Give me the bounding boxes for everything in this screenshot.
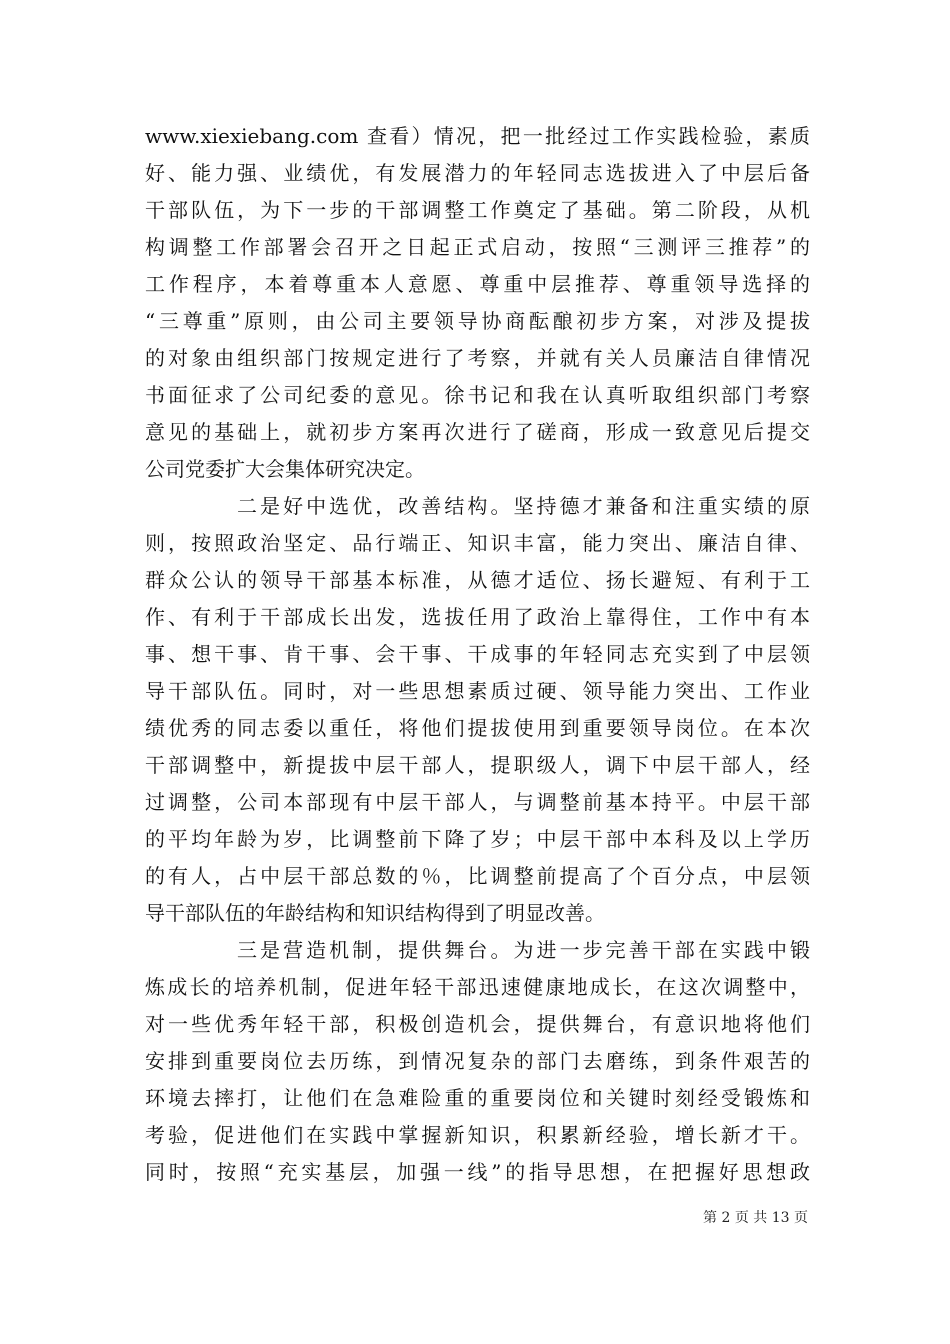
text-line: “三尊重”原则，由公司主要领导协商酝酿初步方案，对涉及提拔	[145, 309, 810, 333]
paragraph-3	[145, 932, 810, 1191]
text-line: 干部调整中，新提拔中层干部人，提职级人，调下中层干部人，经	[145, 753, 810, 777]
paragraph-2	[145, 488, 810, 932]
text-line: 意见的基础上，就初步方案再次进行了磋商，形成一致意见后提交	[145, 420, 810, 444]
text-line: 群众公认的领导干部基本标准，从德才适位、扬长避短、有利于工	[145, 568, 810, 592]
text-line: 则，按照政治坚定、品行端正、知识丰富，能力突出、廉洁自律、	[145, 531, 810, 555]
text-line: 三是营造机制，提供舞台。为进一步完善干部在实践中锻	[237, 938, 810, 962]
text-line: 事、想干事、肯干事、会干事、干成事的年轻同志充实到了中层领	[145, 642, 810, 666]
text-line: 的对象由组织部门按规定进行了考察，并就有关人员廉洁自律情况	[145, 346, 810, 370]
text-line: 安排到重要岗位去历练，到情况复杂的部门去磨练，到条件艰苦的	[145, 1049, 810, 1073]
text-line: 过调整，公司本部现有中层干部人，与调整前基本持平。中层干部	[145, 790, 810, 814]
text-line: 作、有利于干部成长出发，选拔任用了政治上靠得住，工作中有本	[145, 605, 810, 629]
text-line: 考验，促进他们在实践中掌握新知识，积累新经验，增长新才干。	[145, 1123, 810, 1147]
text-line: 的平均年龄为岁，比调整前下降了岁；中层干部中本科及以上学历	[145, 827, 810, 851]
text-line: 公司党委扩大会集体研究决定。	[145, 457, 425, 481]
page-number: 第 2 页 共 13 页	[703, 1210, 808, 1226]
text-line: 干部队伍，为下一步的干部调整工作奠定了基础。第二阶段，从机	[145, 198, 810, 222]
text-line: 的有人，占中层干部总数的％，比调整前提高了个百分点，中层领	[145, 864, 810, 888]
text-line: 工作程序，本着尊重本人意愿、尊重中层推荐、尊重领导选择的	[145, 272, 810, 296]
text-line: 二是好中选优，改善结构。坚持德才兼备和注重实绩的原	[237, 494, 810, 518]
text-line: 同时，按照“充实基层，加强一线”的指导思想，在把握好思想政	[145, 1160, 810, 1184]
paragraph-1	[145, 118, 810, 488]
text-line: 导干部队伍的年龄结构和知识结构得到了明显改善。	[145, 901, 605, 925]
text-line: 书面征求了公司纪委的意见。徐书记和我在认真听取组织部门考察	[145, 383, 810, 407]
text-line: 炼成长的培养机制，促进年轻干部迅速健康地成长，在这次调整中，	[145, 975, 810, 999]
document-body	[145, 118, 810, 1191]
text-line: 好、能力强、业绩优，有发展潜力的年轻同志选拔进入了中层后备	[145, 161, 810, 185]
text-line: www.xiexiebang.com 查看）情况，把一批经过工作实践检验，素质	[145, 124, 810, 148]
text-line: 对一些优秀年轻干部，积极创造机会，提供舞台，有意识地将他们	[145, 1012, 810, 1036]
text-line: 环境去摔打，让他们在急难险重的重要岗位和关键时刻经受锻炼和	[145, 1086, 810, 1110]
text-line: 绩优秀的同志委以重任，将他们提拔使用到重要领导岗位。在本次	[145, 716, 810, 740]
text-line: 导干部队伍。同时，对一些思想素质过硬、领导能力突出、工作业	[145, 679, 810, 703]
text-line: 构调整工作部署会召开之日起正式启动，按照“三测评三推荐”的	[145, 235, 810, 259]
